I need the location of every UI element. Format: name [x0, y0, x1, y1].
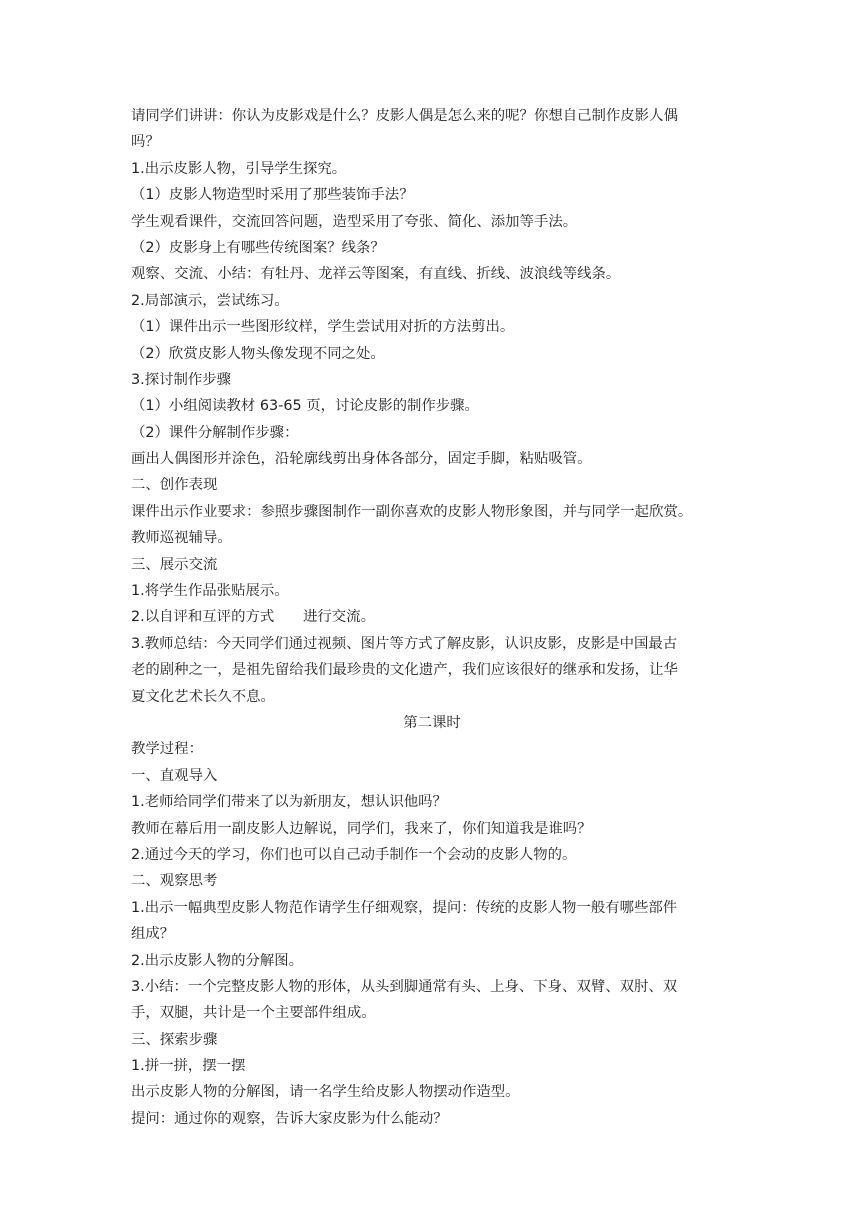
paragraph-step-1: 1.出示皮影人物，引导学生探究。	[131, 160, 347, 177]
paragraph-step-2-2: （2）欣赏皮影人物头像发现不同之处。	[131, 345, 385, 362]
paragraph-step-3-2: （2）课件分解制作步骤：	[131, 424, 299, 441]
paragraph-answer-1: 学生观看课件，交流回答问题，造型采用了夸张、简化、添加等手法。	[131, 213, 578, 230]
paragraph-explore-question: 提问：通过你的观察，告诉大家皮影为什么能动？	[131, 1110, 448, 1127]
section-heading-observe: 二、观察思考	[131, 873, 218, 890]
paragraph-explore-pose: 出示皮影人物的分解图，请一名学生给皮影人物摆动作造型。	[131, 1084, 520, 1101]
paragraph-observe-2: 2.出示皮影人物的分解图。	[131, 952, 304, 969]
text-line: 3.小结：一个完整皮影人物的形体，从头到脚通常有头、上身、下身、双臂、双肘、双	[131, 978, 678, 995]
document-body	[131, 103, 733, 1132]
text-line: 夏文化艺术长久不息。	[131, 688, 275, 705]
text-line: 组成？	[131, 926, 175, 943]
paragraph-observe-summary	[131, 974, 733, 1027]
paragraph-intro-question	[131, 103, 733, 156]
text-line: 请同学们讲讲：你认为皮影戏是什么？皮影人偶是怎么来的呢？你想自己制作皮影人偶	[131, 108, 678, 124]
paragraph-display-2: 2.以自评和互评的方式 进行交流。	[131, 609, 375, 626]
paragraph-observe-1	[131, 895, 733, 948]
paragraph-question-1: （1）皮影人物造型时采用了那些装饰手法？	[131, 187, 414, 204]
paragraph-explore-1: 1.拼一拼，摆一摆	[131, 1058, 246, 1075]
paragraph-display-1: 1.将学生作品张贴展示。	[131, 583, 289, 600]
section-heading-display: 三、展示交流	[131, 556, 218, 573]
text-line: 3.教师总结：今天同学们通过视频、图片等方式了解皮影，认识皮影，皮影是中国最古	[131, 635, 678, 652]
paragraph-assignment: 课件出示作业要求：参照步骤图制作一副你喜欢的皮影人物形象图，并与同学一起欣赏。	[131, 503, 693, 520]
teaching-process-label: 教学过程：	[131, 741, 203, 758]
paragraph-step-3-1: （1）小组阅读教材 63-65 页，讨论皮影的制作步骤。	[131, 398, 479, 415]
text-line: 吗？	[131, 134, 160, 151]
paragraph-intro-puppet: 教师在幕后用一副皮影人边解说，同学们，我来了，你们知道我是谁吗？	[131, 820, 592, 837]
text-line: 手，双腿，共计是一个主要部件组成。	[131, 1005, 376, 1022]
paragraph-step-3: 3.探讨制作步骤	[131, 371, 232, 388]
text-line: 1.出示一幅典型皮影人物范作请学生仔细观察，提问：传统的皮影人物一般有哪些部件	[131, 899, 678, 916]
paragraph-intro-1: 1.老师给同学们带来了以为新朋友，想认识他吗？	[131, 794, 447, 811]
paragraph-step-2: 2.局部演示，尝试练习。	[131, 292, 289, 309]
paragraph-steps-detail: 画出人偶图形并涂色，沿轮廓线剪出身体各部分，固定手脚，粘贴吸管。	[131, 451, 592, 468]
paragraph-question-2: （2）皮影身上有哪些传统图案？线条？	[131, 239, 385, 256]
paragraph-teacher-summary	[131, 631, 733, 710]
section-heading-intro: 一、直观导入	[131, 767, 218, 784]
paragraph-answer-2: 观察、交流、小结：有牡丹、龙祥云等图案，有直线、折线、波浪线等线条。	[131, 266, 621, 283]
lesson-two-heading: 第二课时	[403, 714, 461, 731]
paragraph-tutoring: 教师巡视辅导。	[131, 530, 232, 547]
section-heading-creation: 二、创作表现	[131, 477, 218, 494]
paragraph-intro-2: 2.通过今天的学习，你们也可以自己动手制作一个会动的皮影人物的。	[131, 846, 577, 863]
text-line: 老的剧种之一，是祖先留给我们最珍贵的文化遗产，我们应该很好的继承和发扬，让华	[131, 662, 678, 679]
paragraph-step-2-1: （1）课件出示一些图形纹样，学生尝试用对折的方法剪出。	[131, 319, 515, 336]
section-heading-explore: 三、探索步骤	[131, 1031, 218, 1048]
